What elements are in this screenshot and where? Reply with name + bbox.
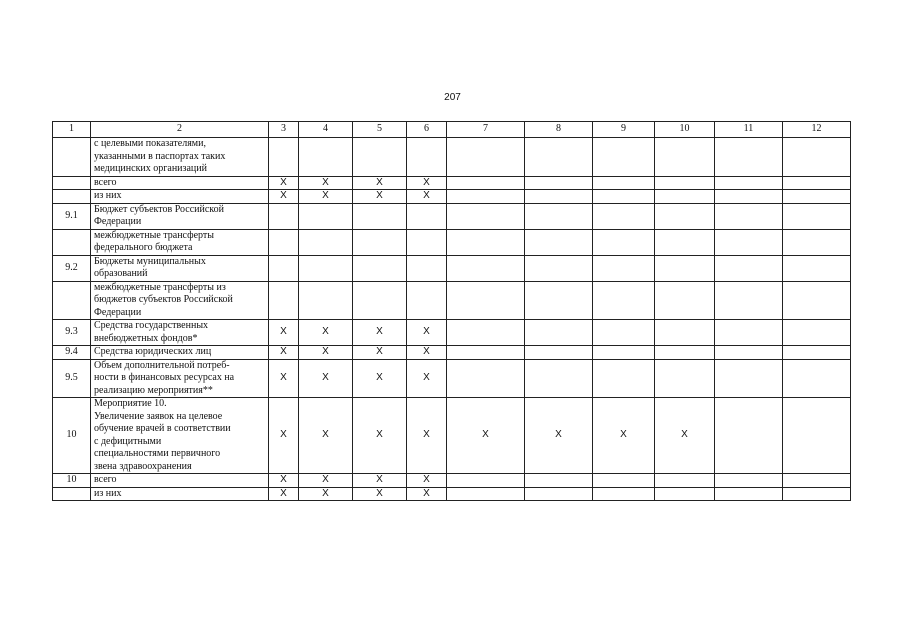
value-cell-c11 <box>715 281 783 320</box>
value-cell-c9 <box>593 487 655 501</box>
page-number: 207 <box>444 92 461 103</box>
value-cell-c6 <box>407 229 447 255</box>
value-cell-c6: Х <box>407 359 447 398</box>
row-description-cell: всего <box>91 176 269 190</box>
value-cell-c8 <box>525 138 593 177</box>
table-body <box>53 122 851 501</box>
value-cell-c10 <box>655 281 715 320</box>
row-description-cell: межбюджетные трансферты федерального бюджета <box>91 229 269 255</box>
value-cell-c12 <box>783 176 851 190</box>
value-cell-c11 <box>715 255 783 281</box>
value-cell-c5: Х <box>353 320 407 346</box>
row-description-cell: Бюджет субъектов Российской Федерации <box>91 203 269 229</box>
row-number-cell <box>53 190 91 204</box>
value-cell-c10 <box>655 190 715 204</box>
value-cell-c11 <box>715 359 783 398</box>
value-cell-c11 <box>715 487 783 501</box>
value-cell-c5: Х <box>353 487 407 501</box>
value-cell-c8 <box>525 229 593 255</box>
header-cell: 8 <box>525 122 593 138</box>
table-row <box>53 203 851 229</box>
value-cell-c3: Х <box>269 487 299 501</box>
value-cell-c4: Х <box>299 190 353 204</box>
value-cell-c4 <box>299 229 353 255</box>
value-cell-c8 <box>525 487 593 501</box>
value-cell-c7 <box>447 359 525 398</box>
value-cell-c5: Х <box>353 474 407 488</box>
value-cell-c9 <box>593 474 655 488</box>
value-cell-c7 <box>447 138 525 177</box>
value-cell-c10 <box>655 138 715 177</box>
value-cell-c12 <box>783 320 851 346</box>
row-description-cell: Средства государственных внебюджетных фондов* <box>91 320 269 346</box>
row-description-cell: из них <box>91 190 269 204</box>
value-cell-c11 <box>715 320 783 346</box>
row-number-cell: 10 <box>53 398 91 474</box>
value-cell-c6: Х <box>407 176 447 190</box>
header-cell: 2 <box>91 122 269 138</box>
value-cell-c3: Х <box>269 320 299 346</box>
row-description-cell: всего <box>91 474 269 488</box>
value-cell-c6: Х <box>407 398 447 474</box>
value-cell-c10 <box>655 176 715 190</box>
table-row <box>53 398 851 474</box>
value-cell-c5 <box>353 255 407 281</box>
value-cell-c7 <box>447 255 525 281</box>
value-cell-c9 <box>593 229 655 255</box>
value-cell-c12 <box>783 190 851 204</box>
value-cell-c11 <box>715 398 783 474</box>
header-cell: 4 <box>299 122 353 138</box>
row-number-cell <box>53 487 91 501</box>
value-cell-c12 <box>783 346 851 360</box>
value-cell-c12 <box>783 487 851 501</box>
value-cell-c8 <box>525 320 593 346</box>
value-cell-c3 <box>269 229 299 255</box>
value-cell-c12 <box>783 474 851 488</box>
value-cell-c8 <box>525 203 593 229</box>
value-cell-c9 <box>593 255 655 281</box>
row-number-cell: 9.4 <box>53 346 91 360</box>
value-cell-c9 <box>593 359 655 398</box>
value-cell-c7 <box>447 281 525 320</box>
value-cell-c7 <box>447 487 525 501</box>
value-cell-c11 <box>715 176 783 190</box>
value-cell-c5 <box>353 229 407 255</box>
header-cell: 6 <box>407 122 447 138</box>
value-cell-c10 <box>655 255 715 281</box>
value-cell-c11 <box>715 346 783 360</box>
value-cell-c9 <box>593 138 655 177</box>
value-cell-c4: Х <box>299 398 353 474</box>
row-number-cell: 9.3 <box>53 320 91 346</box>
header-cell: 7 <box>447 122 525 138</box>
table-row <box>53 138 851 177</box>
row-description-cell: Бюджеты муниципальных образований <box>91 255 269 281</box>
value-cell-c3: Х <box>269 398 299 474</box>
table-row <box>53 359 851 398</box>
value-cell-c10 <box>655 487 715 501</box>
value-cell-c3: Х <box>269 474 299 488</box>
value-cell-c8 <box>525 190 593 204</box>
value-cell-c3 <box>269 203 299 229</box>
value-cell-c3: Х <box>269 346 299 360</box>
value-cell-c10: Х <box>655 398 715 474</box>
value-cell-c12 <box>783 398 851 474</box>
budget-table <box>52 121 851 501</box>
row-number-cell <box>53 138 91 177</box>
value-cell-c4 <box>299 255 353 281</box>
value-cell-c8: Х <box>525 398 593 474</box>
value-cell-c4 <box>299 203 353 229</box>
value-cell-c5 <box>353 281 407 320</box>
value-cell-c3: Х <box>269 176 299 190</box>
value-cell-c6 <box>407 281 447 320</box>
value-cell-c11 <box>715 138 783 177</box>
table-row <box>53 176 851 190</box>
value-cell-c7 <box>447 176 525 190</box>
value-cell-c10 <box>655 320 715 346</box>
value-cell-c11 <box>715 203 783 229</box>
value-cell-c4: Х <box>299 320 353 346</box>
value-cell-c3: Х <box>269 190 299 204</box>
value-cell-c6: Х <box>407 190 447 204</box>
value-cell-c10 <box>655 346 715 360</box>
value-cell-c10 <box>655 229 715 255</box>
row-number-cell: 9.5 <box>53 359 91 398</box>
value-cell-c6 <box>407 255 447 281</box>
table-header-row <box>53 122 851 138</box>
row-number-cell: 10 <box>53 474 91 488</box>
value-cell-c9 <box>593 190 655 204</box>
value-cell-c5: Х <box>353 176 407 190</box>
row-description-cell: Объем дополнительной потреб- ности в финансовых ресурсах на реализацию мероприятия** <box>91 359 269 398</box>
value-cell-c7 <box>447 346 525 360</box>
value-cell-c7: Х <box>447 398 525 474</box>
row-number-cell: 9.1 <box>53 203 91 229</box>
value-cell-c9 <box>593 320 655 346</box>
table-row <box>53 255 851 281</box>
header-cell: 3 <box>269 122 299 138</box>
value-cell-c9 <box>593 203 655 229</box>
value-cell-c3 <box>269 281 299 320</box>
value-cell-c12 <box>783 138 851 177</box>
value-cell-c10 <box>655 203 715 229</box>
header-cell: 11 <box>715 122 783 138</box>
value-cell-c9 <box>593 281 655 320</box>
header-cell: 5 <box>353 122 407 138</box>
value-cell-c6 <box>407 138 447 177</box>
value-cell-c12 <box>783 229 851 255</box>
value-cell-c9 <box>593 176 655 190</box>
value-cell-c4 <box>299 281 353 320</box>
value-cell-c6: Х <box>407 487 447 501</box>
value-cell-c3: Х <box>269 359 299 398</box>
row-number-cell: 9.2 <box>53 255 91 281</box>
row-description-cell: Средства юридических лиц <box>91 346 269 360</box>
table-row <box>53 346 851 360</box>
header-cell: 10 <box>655 122 715 138</box>
table-row <box>53 281 851 320</box>
value-cell-c5 <box>353 203 407 229</box>
value-cell-c7 <box>447 320 525 346</box>
value-cell-c5: Х <box>353 346 407 360</box>
value-cell-c5 <box>353 138 407 177</box>
value-cell-c8 <box>525 346 593 360</box>
header-cell: 9 <box>593 122 655 138</box>
table-row <box>53 320 851 346</box>
value-cell-c6: Х <box>407 320 447 346</box>
value-cell-c5: Х <box>353 190 407 204</box>
value-cell-c3 <box>269 255 299 281</box>
value-cell-c11 <box>715 474 783 488</box>
value-cell-c5: Х <box>353 398 407 474</box>
row-number-cell <box>53 281 91 320</box>
value-cell-c8 <box>525 176 593 190</box>
value-cell-c8 <box>525 281 593 320</box>
row-description-cell: из них <box>91 487 269 501</box>
row-number-cell <box>53 176 91 190</box>
value-cell-c12 <box>783 255 851 281</box>
value-cell-c5: Х <box>353 359 407 398</box>
table-row <box>53 229 851 255</box>
value-cell-c7 <box>447 190 525 204</box>
row-description-cell: межбюджетные трансферты из бюджетов субъектов Российской Федерации <box>91 281 269 320</box>
value-cell-c8 <box>525 359 593 398</box>
value-cell-c8 <box>525 474 593 488</box>
row-description-cell: Мероприятие 10. Увеличение заявок на целевое обучение врачей в соответствии с дефицитными специальностями первичного звена здравоохранения <box>91 398 269 474</box>
value-cell-c12 <box>783 359 851 398</box>
header-cell: 1 <box>53 122 91 138</box>
value-cell-c12 <box>783 281 851 320</box>
value-cell-c3 <box>269 138 299 177</box>
value-cell-c10 <box>655 359 715 398</box>
value-cell-c4: Х <box>299 487 353 501</box>
value-cell-c11 <box>715 229 783 255</box>
value-cell-c9: Х <box>593 398 655 474</box>
value-cell-c4: Х <box>299 176 353 190</box>
row-description-cell: с целевыми показателями, указанными в паспортах таких медицинских организаций <box>91 138 269 177</box>
table-row <box>53 487 851 501</box>
value-cell-c10 <box>655 474 715 488</box>
value-cell-c7 <box>447 203 525 229</box>
value-cell-c9 <box>593 346 655 360</box>
value-cell-c8 <box>525 255 593 281</box>
header-cell: 12 <box>783 122 851 138</box>
value-cell-c6 <box>407 203 447 229</box>
value-cell-c7 <box>447 474 525 488</box>
value-cell-c7 <box>447 229 525 255</box>
value-cell-c6: Х <box>407 474 447 488</box>
value-cell-c4 <box>299 138 353 177</box>
table-row <box>53 474 851 488</box>
table-row <box>53 190 851 204</box>
value-cell-c11 <box>715 190 783 204</box>
value-cell-c4: Х <box>299 346 353 360</box>
value-cell-c12 <box>783 203 851 229</box>
value-cell-c6: Х <box>407 346 447 360</box>
row-number-cell <box>53 229 91 255</box>
value-cell-c4: Х <box>299 359 353 398</box>
value-cell-c4: Х <box>299 474 353 488</box>
